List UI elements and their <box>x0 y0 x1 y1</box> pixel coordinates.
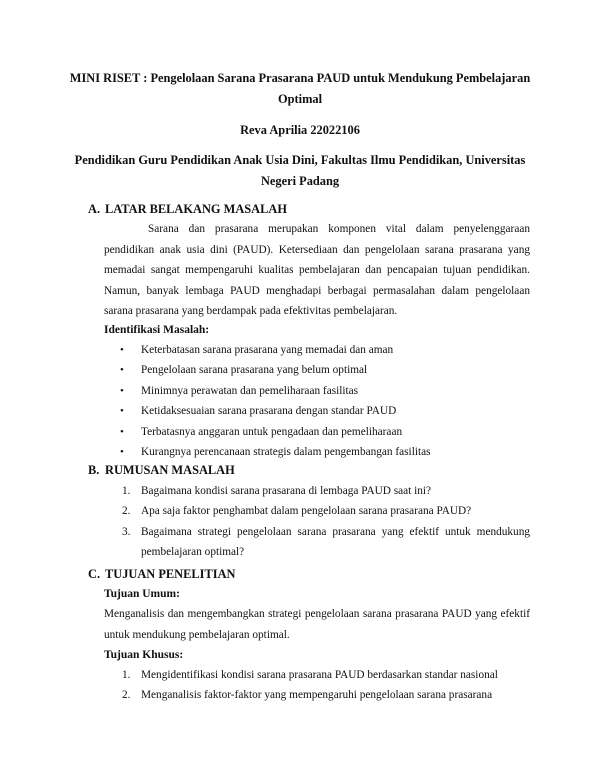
tujuan-khusus-heading: Tujuan Khusus: <box>104 649 184 661</box>
section-a-paragraph <box>104 219 530 322</box>
section-b-title: RUMUSAN MASALAH <box>105 463 235 477</box>
section-c-title: TUJUAN PENELITIAN <box>105 567 236 581</box>
list-item: 3. Bagaimana strategi pengelolaan sarana prasarana yang efektif untuk mendukung pembelajaran optimal? <box>122 525 530 559</box>
list-item: 1. Bagaimana kondisi sarana prasarana di lembaga PAUD saat ini? <box>122 485 432 497</box>
section-b-number: B. <box>88 463 100 477</box>
section-c-number: C. <box>88 567 101 581</box>
list-item: 2. Apa saja faktor penghambat dalam pengelolaan sarana prasarana PAUD? <box>122 505 472 518</box>
bullet-icon: • <box>120 425 124 438</box>
bullet-icon: • <box>120 445 124 458</box>
tujuan-umum-heading: Tujuan Umum: <box>104 588 180 600</box>
rumusan-list <box>104 481 530 563</box>
list-item: 1. Mengidentifikasi kondisi sarana prasarana PAUD berdasarkan standar nasional <box>122 669 498 681</box>
affiliation: Pendidikan Guru Pendidikan Anak Usia Dini, Fakultas Ilmu Pendidikan, Universitas Negeri Padang <box>74 153 526 188</box>
section-c-heading <box>88 564 235 584</box>
bullet-icon: • <box>120 384 124 397</box>
tujuan-umum-text: Menganalisis dan mengembangkan strategi pengelolaan sarana prasarana PAUD yang efektif untuk mendukung pembelajaran optimal. <box>104 608 530 641</box>
list-item: • Terbatasnya anggaran untuk pengadaan dan pemeliharaan <box>104 422 530 442</box>
section-a-number: A. <box>88 202 101 216</box>
section-a-heading <box>88 199 287 219</box>
section-b-heading <box>88 460 235 480</box>
bullet-icon: • <box>120 344 124 356</box>
list-item: • Minimnya perawatan dan pemeliharaan fasilitas <box>104 381 530 401</box>
identifikasi-list <box>104 340 530 462</box>
tujuan-khusus-list <box>104 665 530 706</box>
identifikasi-heading: Identifikasi Masalah: <box>104 324 210 336</box>
list-item: • Ketidaksesuaian sarana prasarana dengan standar PAUD <box>104 401 530 421</box>
list-item: • Keterbatasan sarana prasarana yang memadai dan aman <box>104 340 530 360</box>
list-item: • Kurangnya perencanaan strategis dalam pengembangan fasilitas <box>104 442 530 462</box>
bullet-icon: • <box>120 405 124 418</box>
list-item: 2. Menganalisis faktor-faktor yang mempengaruhi pengelolaan sarana prasarana <box>122 689 493 702</box>
paper-title: MINI RISET : Pengelolaan Sarana Prasarana PAUD untuk Mendukung Pembelajaran Optimal <box>69 71 531 106</box>
list-item: • Pengelolaan sarana prasarana yang belum optimal <box>104 360 530 380</box>
bullet-icon: • <box>120 364 124 377</box>
author-line: Reva Aprilia 22022106 <box>240 123 360 137</box>
section-a-paragraph-text: Sarana dan prasarana merupakan komponen vital dalam penyelenggaraan pendidikan anak usia dini (PAUD). Ketersediaan dan pengelolaan sarana prasarana yang memadai sangat mempengaruhi kualitas pembelajaran dan pencapaian tujuan pendidikan. Namun, banyak lembaga PAUD menghadapi berbagai permasalahan dalam pengelolaan sarana prasarana yang berdampak pada efektivitas pembelajaran. <box>104 223 530 317</box>
section-a-title: LATAR BELAKANG MASALAH <box>105 202 287 216</box>
